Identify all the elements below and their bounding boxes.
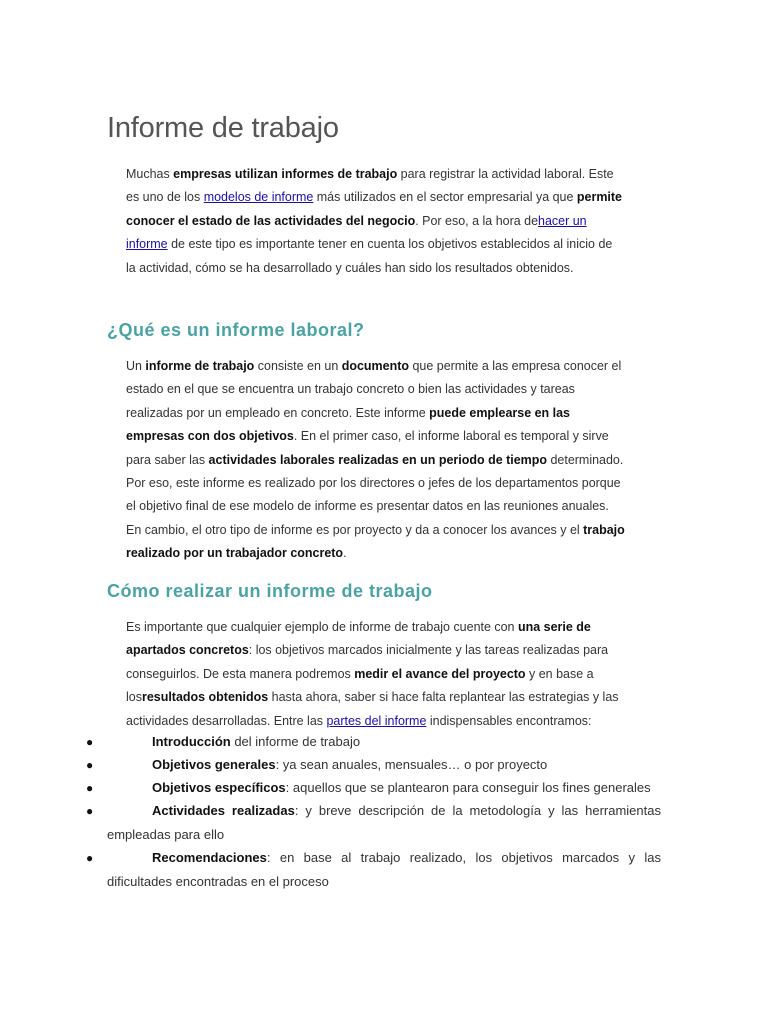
s1-bold-5: trabajo realizado por un trabajador concreto: [126, 521, 625, 561]
section-heading-como-realizar: Cómo realizar un informe de trabajo: [107, 581, 433, 601]
s1-text-4: . En el primer caso, el informe laboral es temporal y sirve para saber las: [126, 428, 609, 467]
intro-text-3: más utilizados en el sector empresarial ya que: [313, 189, 577, 205]
s2-bold-2: medir el avance del proyecto: [354, 665, 526, 681]
list-item-bold: Actividades realizadas: [152, 803, 295, 818]
section1-paragraph: [126, 354, 625, 565]
list-item: [107, 776, 661, 800]
list-item: [107, 730, 661, 754]
intro-text-2: para registrar la actividad laboral. Este es uno de los: [126, 166, 614, 205]
s2-text-5: indispensables encontramos:: [426, 712, 592, 728]
list-item: [107, 846, 661, 894]
intro-paragraph: [126, 162, 625, 279]
link-modelos-de-informe[interactable]: modelos de informe: [203, 189, 314, 205]
bullet-icon: ●: [86, 735, 94, 749]
s1-text-5: determinado. Por eso, este informe es realizado por los directores o jefes de los departamentos porque el objetivo final de ese modelo de informe es presentar datos en las reuniones anuales. En cambio, el otro tipo de informe es por proyecto y da a conocer los avances y el: [126, 451, 624, 537]
s2-bold-3: resultados obtenidos: [141, 689, 269, 705]
list-item-text: : ya sean anuales, mensuales… o por proyecto: [275, 757, 548, 772]
s2-text-2: : los objetivos marcados inicialmente y las tareas realizadas para conseguirlos. De esta manera podremos: [126, 642, 609, 681]
intro-bold-1: empresas utilizan informes de trabajo: [173, 166, 398, 181]
intro-text-4: . Por eso, a la hora de: [415, 212, 539, 228]
list-item-text: : y breve descripción de la metodología y las herramientas empleadas para ello: [107, 803, 661, 842]
list-item-bold: Objetivos específicos: [152, 780, 286, 795]
list-item: [107, 799, 661, 847]
s1-text-3: que permite a las empresa conocer el estado en el que se encuentra un trabajo concreto o bien las actividades y tareas realizadas por un empleado en concreto. Este informe: [126, 358, 622, 420]
bullet-icon: ●: [86, 781, 94, 795]
s1-text-2: consiste en un: [254, 358, 342, 373]
link-hacer-un-informe[interactable]: hacer un informe: [126, 212, 587, 252]
s2-text-3: y en base a los: [126, 665, 594, 705]
list-item-bold: Recomendaciones: [152, 850, 267, 865]
section-heading-que-es: ¿Qué es un informe laboral?: [107, 320, 365, 340]
s1-bold-1: informe de trabajo: [145, 358, 255, 373]
bullet-icon: ●: [86, 804, 94, 818]
s2-bold-1: una serie de apartados concretos: [126, 619, 591, 658]
list-item-text: : aquellos que se plantearon para conseguir los fines generales: [285, 780, 651, 795]
s2-text-4: hasta ahora, saber si hace falta replantear las estrategias y las actividades desarrolladas. Entre las: [126, 689, 619, 728]
bullet-icon: ●: [86, 758, 94, 772]
s1-bold-4: actividades laborales realizadas en un periodo de tiempo: [208, 451, 548, 467]
list-item-text: : en base al trabajo realizado, los objetivos marcados y las dificultades encontradas en el proceso: [107, 850, 661, 889]
section2-paragraph: [126, 615, 625, 732]
s1-bold-3: puede emplearse en las empresas con dos objetivos: [126, 404, 570, 444]
intro-text-1: Muchas: [126, 166, 174, 181]
list-item-bold: Introducción: [152, 734, 231, 749]
list-item-text: del informe de trabajo: [230, 734, 361, 749]
s1-text-1: Un: [126, 358, 146, 373]
bullet-icon: ●: [86, 851, 94, 865]
link-partes-del-informe[interactable]: partes del informe: [326, 712, 427, 728]
list-item-bold: Objetivos generales: [152, 757, 276, 772]
intro-text-5: de este tipo es importante tener en cuenta los objetivos establecidos al inicio de la actividad, cómo se ha desarrollado y cuáles han sido los resultados obtenidos.: [126, 236, 613, 275]
s1-text-6: .: [343, 545, 347, 561]
s2-text-1: Es importante que cualquier ejemplo de informe de trabajo cuente con: [126, 619, 518, 634]
intro-bold-2: permite conocer el estado de las actividades del negocio: [126, 189, 623, 228]
s1-bold-2: documento: [341, 358, 409, 373]
page-title: Informe de trabajo: [107, 112, 339, 144]
list-item: [107, 753, 661, 777]
